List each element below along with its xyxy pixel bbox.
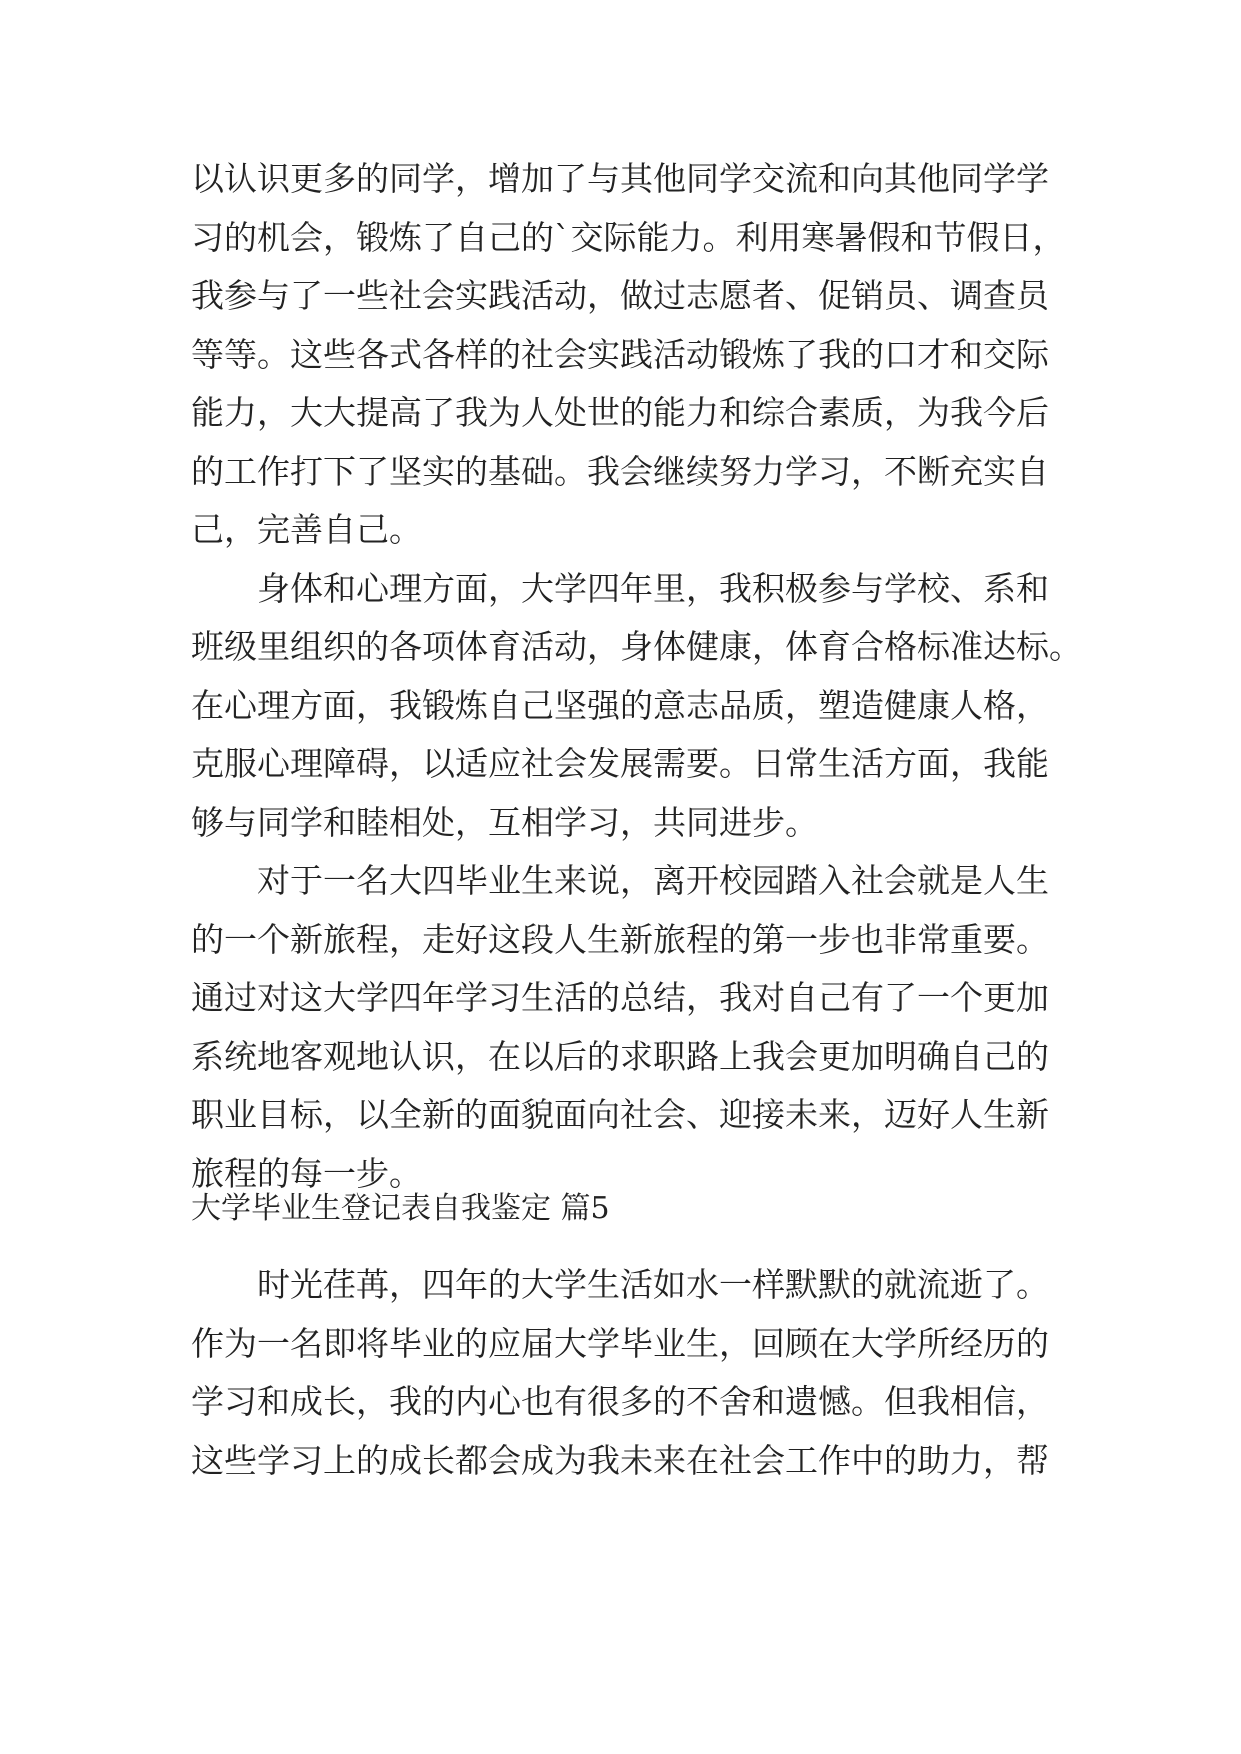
text-line: 己，完善自己。 [191, 510, 422, 549]
text-line: 在心理方面，我锻炼自己坚强的意志品质，塑造健康人格， [191, 685, 1049, 725]
section-heading: 大学毕业生登记表自我鉴定 篇5 [191, 1191, 610, 1226]
text-line: 身体和心理方面，大学四年里，我积极参与学校、系和 [191, 568, 1049, 608]
paragraph-block-bottom [191, 1256, 1071, 1490]
text-line: 够与同学和睦相处，互相学习，共同进步。 [191, 802, 818, 842]
text-line: 我参与了一些社会实践活动，做过志愿者、促销员、调查员 [191, 276, 1049, 315]
text-line: 习的机会，锻炼了自己的`交际能力。利用寒暑假和节假日， [191, 217, 1066, 257]
text-line: 这些学习上的成长都会成为我未来在社会工作中的助力，帮 [191, 1440, 1049, 1480]
text-line: 能力，大大提高了我为人处世的能力和综合素质，为我今后 [191, 393, 1049, 432]
text-line: 旅程的每一步。 [191, 1153, 422, 1193]
text-line: 的一个新旅程，走好这段人生新旅程的第一步也非常重要。 [191, 919, 1049, 959]
text-line: 的工作打下了坚实的基础。我会继续努力学习，不断充实自 [191, 451, 1049, 491]
text-line: 克服心理障碍，以适应社会发展需要。日常生活方面，我能 [191, 744, 1049, 783]
text-line: 等等。这些各式各样的社会实践活动锻炼了我的口才和交际 [191, 334, 1049, 374]
text-line: 时光荏苒，四年的大学生活如水一样默默的就流逝了。 [191, 1265, 1049, 1304]
text-line: 职业目标，以全新的面貌面向社会、迎接未来，迈好人生新 [191, 1095, 1049, 1134]
text-line: 通过对这大学四年学习生活的总结，我对自己有了一个更加 [191, 978, 1049, 1017]
text-line: 作为一名即将毕业的应届大学毕业生，回顾在大学所经历的 [191, 1323, 1049, 1363]
text-line: 学习和成长，我的内心也有很多的不舍和遗憾。但我相信， [191, 1382, 1049, 1421]
text-line: 以认识更多的同学，增加了与其他同学交流和向其他同学学 [191, 159, 1049, 198]
paragraph-block-top [191, 150, 1082, 1203]
text-line: 对于一名大四毕业生来说，离开校园踏入社会就是人生 [191, 861, 1049, 900]
text-line: 班级里组织的各项体育活动，身体健康，体育合格标准达标。 [191, 627, 1082, 666]
text-line: 系统地客观地认识，在以后的求职路上我会更加明确自己的 [191, 1036, 1049, 1076]
